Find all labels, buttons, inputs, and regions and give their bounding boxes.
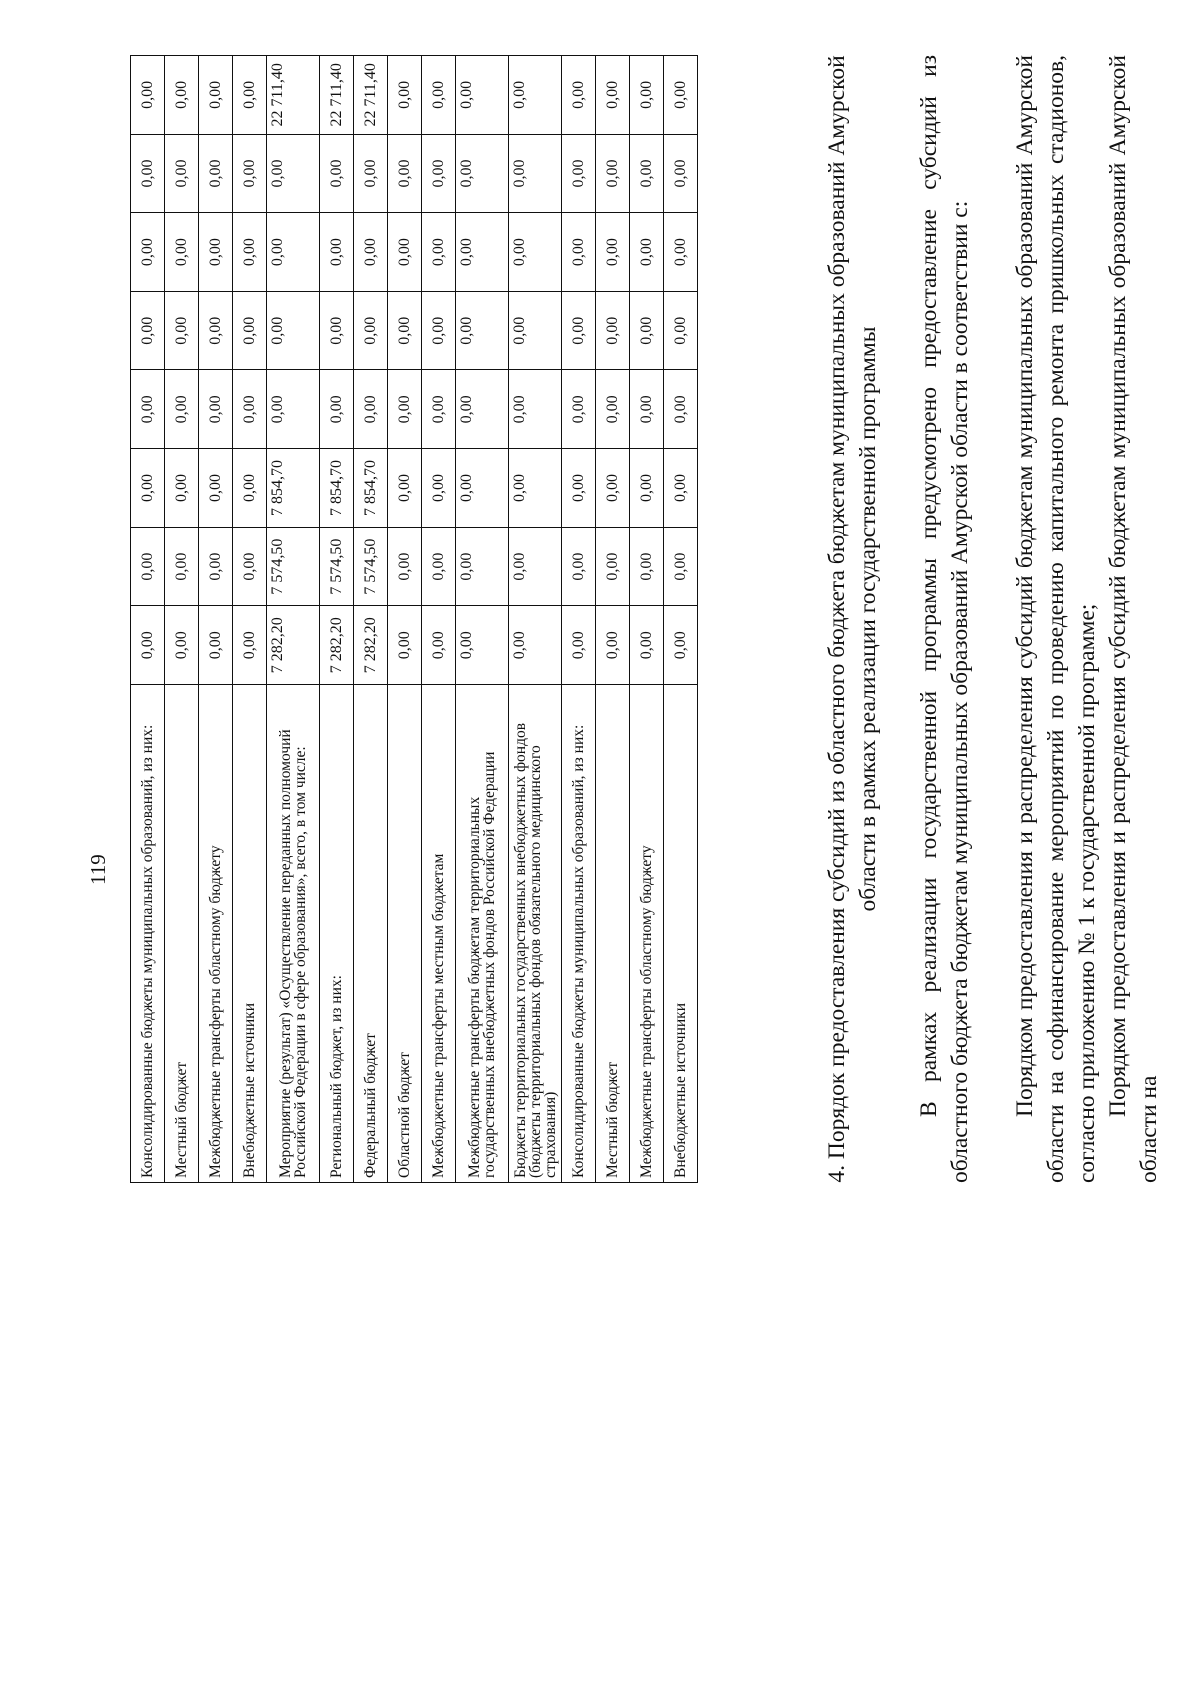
- row-value: 0,00: [165, 213, 199, 292]
- row-value: 0,00: [664, 606, 698, 685]
- row-value: 0,00: [422, 291, 456, 370]
- section-heading: 4. Порядок предоставления субсидий из областного бюджета бюджетам муниципальных образований Амурской области в рамках реализации государственной программы: [824, 55, 881, 1183]
- row-value: 0,00: [596, 527, 630, 606]
- row-value: 0,00: [509, 370, 562, 449]
- row-value: 0,00: [388, 291, 422, 370]
- table-body: [131, 56, 698, 1183]
- row-value: 0,00: [562, 606, 596, 685]
- row-value: 0,00: [456, 606, 509, 685]
- row-value: 7 574,50: [320, 527, 354, 606]
- table-row: [320, 56, 354, 1183]
- row-value: 0,00: [509, 527, 562, 606]
- row-value: 0,00: [509, 449, 562, 528]
- table-row: [233, 56, 267, 1183]
- row-value: 0,00: [630, 291, 664, 370]
- row-value: 0,00: [596, 370, 630, 449]
- row-value: 0,00: [388, 606, 422, 685]
- row-value: 0,00: [388, 134, 422, 213]
- table-row: [596, 56, 630, 1183]
- row-value: 0,00: [630, 370, 664, 449]
- row-value: 0,00: [664, 449, 698, 528]
- row-label: Областной бюджет: [388, 685, 422, 1183]
- row-value: 0,00: [388, 56, 422, 135]
- row-value: 0,00: [562, 56, 596, 135]
- row-value: 0,00: [233, 56, 267, 135]
- row-value: 0,00: [596, 291, 630, 370]
- row-value: 0,00: [630, 213, 664, 292]
- row-value: 0,00: [422, 527, 456, 606]
- row-value: 0,00: [562, 291, 596, 370]
- row-value: 0,00: [422, 370, 456, 449]
- row-value: 0,00: [354, 370, 388, 449]
- row-value: 7 574,50: [354, 527, 388, 606]
- row-value: 0,00: [456, 213, 509, 292]
- text-block: [822, 55, 1165, 1183]
- row-value: 0,00: [320, 370, 354, 449]
- row-value: 0,00: [131, 56, 165, 135]
- row-value: 0,00: [422, 213, 456, 292]
- row-value: 0,00: [422, 56, 456, 135]
- row-value: 0,00: [456, 527, 509, 606]
- row-value: 0,00: [131, 134, 165, 213]
- row-value: 0,00: [354, 213, 388, 292]
- row-value: 7 282,20: [267, 606, 320, 685]
- row-value: 0,00: [233, 527, 267, 606]
- table-row: [165, 56, 199, 1183]
- row-label: Межбюджетные трансферты бюджетам территориальных государственных внебюджетных фондов Российской Федерации: [456, 685, 509, 1183]
- row-label: Местный бюджет: [596, 685, 630, 1183]
- row-value: 0,00: [664, 56, 698, 135]
- row-value: 0,00: [199, 527, 233, 606]
- table-row: [422, 56, 456, 1183]
- row-value: 0,00: [233, 449, 267, 528]
- row-value: 0,00: [233, 291, 267, 370]
- row-value: 0,00: [165, 291, 199, 370]
- row-value: 0,00: [388, 370, 422, 449]
- row-value: 7 854,70: [354, 449, 388, 528]
- row-value: 0,00: [388, 527, 422, 606]
- row-label: Межбюджетные трансферты областному бюджету: [199, 685, 233, 1183]
- row-value: 0,00: [165, 56, 199, 135]
- row-value: 0,00: [388, 449, 422, 528]
- table-row: [131, 56, 165, 1183]
- row-label: Бюджеты территориальных государственных внебюджетных фондов (бюджеты территориальных фондов обязательного медицинского страхования): [509, 685, 562, 1183]
- row-value: 0,00: [630, 134, 664, 213]
- row-value: 0,00: [165, 370, 199, 449]
- row-value: 0,00: [562, 134, 596, 213]
- table-row: [509, 56, 562, 1183]
- row-value: 0,00: [664, 370, 698, 449]
- row-value: 0,00: [199, 291, 233, 370]
- row-value: 0,00: [630, 606, 664, 685]
- row-value: 0,00: [267, 213, 320, 292]
- row-value: 0,00: [596, 606, 630, 685]
- row-value: 0,00: [131, 449, 165, 528]
- row-label: Консолидированные бюджеты муниципальных образований, из них:: [562, 685, 596, 1183]
- row-label: Федеральный бюджет: [354, 685, 388, 1183]
- row-value: 7 282,20: [320, 606, 354, 685]
- row-value: 0,00: [199, 56, 233, 135]
- row-value: 0,00: [199, 134, 233, 213]
- row-value: 0,00: [267, 370, 320, 449]
- row-value: 0,00: [199, 213, 233, 292]
- row-value: 0,00: [456, 291, 509, 370]
- row-label: Внебюджетные источники: [233, 685, 267, 1183]
- table-row: [456, 56, 509, 1183]
- row-value: 0,00: [165, 527, 199, 606]
- paragraph: [1103, 55, 1165, 1183]
- row-value: 0,00: [165, 449, 199, 528]
- row-value: 0,00: [562, 449, 596, 528]
- row-value: 0,00: [596, 134, 630, 213]
- row-label: Межбюджетные трансферты местным бюджетам: [422, 685, 456, 1183]
- row-value: 0,00: [509, 606, 562, 685]
- row-value: 0,00: [267, 134, 320, 213]
- row-value: 0,00: [509, 56, 562, 135]
- row-label: Региональный бюджет, из них:: [320, 685, 354, 1183]
- table-row: [562, 56, 596, 1183]
- table-row: [354, 56, 388, 1183]
- row-value: 0,00: [165, 606, 199, 685]
- row-label: Консолидированные бюджеты муниципальных образований, из них:: [131, 685, 165, 1183]
- row-value: 0,00: [456, 370, 509, 449]
- row-value: 0,00: [131, 213, 165, 292]
- row-value: 0,00: [233, 606, 267, 685]
- table-row: [199, 56, 233, 1183]
- row-value: 0,00: [630, 449, 664, 528]
- row-value: 0,00: [596, 56, 630, 135]
- row-value: 7 282,20: [354, 606, 388, 685]
- row-value: 0,00: [388, 213, 422, 292]
- row-value: 0,00: [320, 291, 354, 370]
- row-label: Местный бюджет: [165, 685, 199, 1183]
- row-value: 0,00: [456, 56, 509, 135]
- row-value: 0,00: [267, 291, 320, 370]
- row-value: 0,00: [664, 291, 698, 370]
- row-value: 0,00: [664, 213, 698, 292]
- row-value: 0,00: [354, 134, 388, 213]
- row-value: 0,00: [456, 449, 509, 528]
- row-value: 0,00: [562, 370, 596, 449]
- paragraph: Порядком предоставления и распределения субсидий бюджетам муниципальных образований Амурской области на софинансирование мероприятий по проведению капитального ремонта пришкольных стадионов, согласно приложению № 1 к государственной программе;: [1012, 55, 1100, 1183]
- table-row: [664, 56, 698, 1183]
- row-label: Мероприятие (результат) «Осуществление переданных полномочий Российской Федерации в сфере образования», всего, в том числе:: [267, 685, 320, 1183]
- row-value: 0,00: [509, 291, 562, 370]
- row-value: 7 574,50: [267, 527, 320, 606]
- table-row: [630, 56, 664, 1183]
- row-label: Внебюджетные источники: [664, 685, 698, 1183]
- page-number: 119: [86, 854, 110, 885]
- row-value: 0,00: [596, 449, 630, 528]
- row-value: 0,00: [664, 527, 698, 606]
- paragraph: В рамках реализации государственной программы предусмотрено предоставление субсидий из областного бюджета бюджетам муниципальных образований Амурской области в соответствии с:: [916, 55, 973, 1183]
- row-value: 0,00: [509, 213, 562, 292]
- row-value: 22 711,40: [354, 56, 388, 135]
- row-value: 0,00: [562, 213, 596, 292]
- paragraph-text: Порядком предоставления и распределения субсидий бюджетам муниципальных образований Амурской области на: [1105, 55, 1162, 1183]
- row-value: 0,00: [630, 527, 664, 606]
- row-value: 0,00: [199, 449, 233, 528]
- row-value: 22 711,40: [267, 56, 320, 135]
- row-value: 0,00: [630, 56, 664, 135]
- row-value: 0,00: [596, 213, 630, 292]
- row-value: 0,00: [320, 213, 354, 292]
- row-value: 0,00: [233, 134, 267, 213]
- row-value: 0,00: [422, 449, 456, 528]
- row-value: 0,00: [562, 527, 596, 606]
- row-value: 0,00: [320, 134, 354, 213]
- table-row: [267, 56, 320, 1183]
- row-value: 0,00: [131, 606, 165, 685]
- row-value: 0,00: [199, 370, 233, 449]
- row-value: 0,00: [509, 134, 562, 213]
- row-value: 0,00: [199, 606, 233, 685]
- row-value: 0,00: [664, 134, 698, 213]
- row-value: 0,00: [422, 134, 456, 213]
- row-value: 0,00: [131, 291, 165, 370]
- row-value: 0,00: [165, 134, 199, 213]
- row-value: 22 711,40: [320, 56, 354, 135]
- row-value: 0,00: [456, 134, 509, 213]
- row-value: 0,00: [131, 527, 165, 606]
- row-value: 0,00: [422, 606, 456, 685]
- row-value: 7 854,70: [320, 449, 354, 528]
- row-value: 0,00: [354, 291, 388, 370]
- row-value: 0,00: [233, 370, 267, 449]
- row-value: 7 854,70: [267, 449, 320, 528]
- row-value: 0,00: [233, 213, 267, 292]
- budget-table: [130, 55, 698, 1183]
- table-row: [388, 56, 422, 1183]
- row-label: Межбюджетные трансферты областному бюджету: [630, 685, 664, 1183]
- row-value: 0,00: [131, 370, 165, 449]
